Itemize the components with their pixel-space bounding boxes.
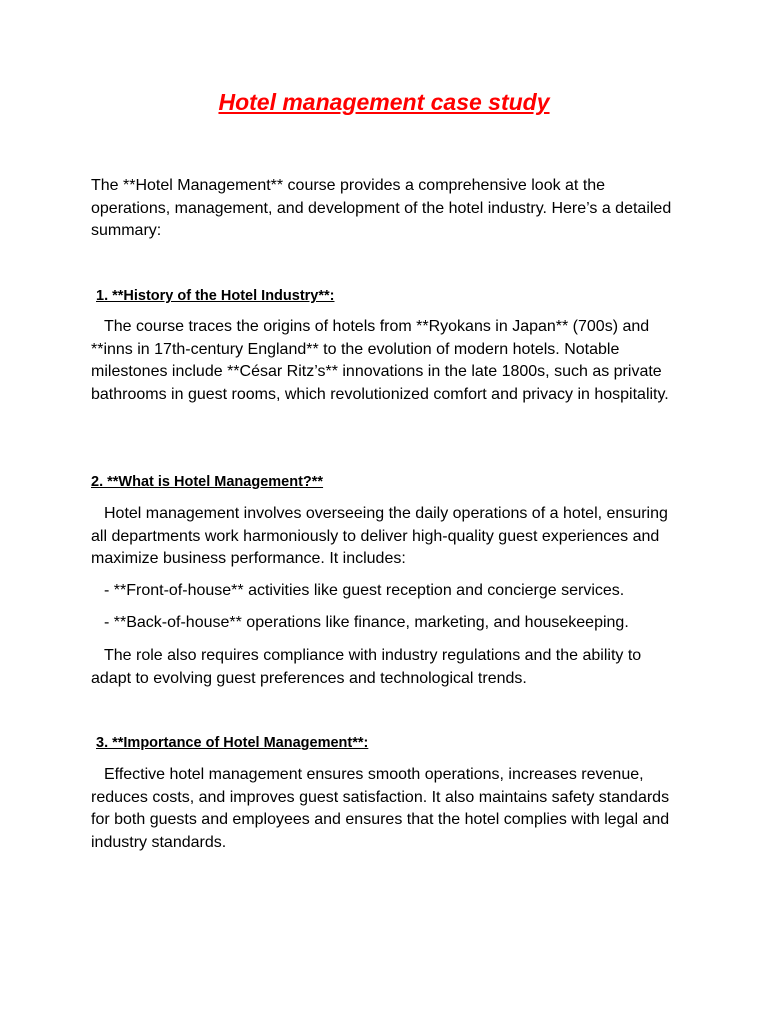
section-heading-history: 1. **History of the Hotel Industry**: (96, 288, 335, 304)
section-heading-what-is: 2. **What is Hotel Management?** (91, 474, 324, 490)
bullet-back-of-house: - **Back-of-house** operations like finance, marketing, and housekeeping. (104, 614, 629, 631)
page-title: Hotel management case study (218, 89, 550, 115)
section-body-what-is: Hotel management involves overseeing the daily operations of a hotel, ensuring all departments work harmoniously to deliver high-quality guest experiences and maximize business performance. It includes: (91, 505, 668, 567)
section-body-history: The course traces the origins of hotels from **Ryokans in Japan** (700s) and **inns in 17th-century England** to the evolution of modern hotels. Notable milestones include **César Ritz’s** innovations in the late 1800s, such as private bathrooms in guest rooms, which revolutionized comfort and privacy in hospitality. (91, 318, 669, 403)
section-heading-importance: 3. **Importance of Hotel Management**: (96, 735, 369, 751)
section-body-importance: Effective hotel management ensures smooth operations, increases revenue, reduces costs, and improves guest satisfaction. It also maintains safety standards for both guests and employees and ensures that the hotel complies with legal and industry standards. (91, 766, 670, 851)
section-closing-what-is: The role also requires compliance with industry regulations and the ability to adapt to evolving guest preferences and technological trends. (91, 647, 642, 687)
intro-paragraph: The **Hotel Management** course provides a comprehensive look at the operations, management, and development of the hotel industry. Here’s a detailed summary: (91, 177, 672, 239)
bullet-front-of-house: - **Front-of-house** activities like guest reception and concierge services. (104, 582, 625, 599)
